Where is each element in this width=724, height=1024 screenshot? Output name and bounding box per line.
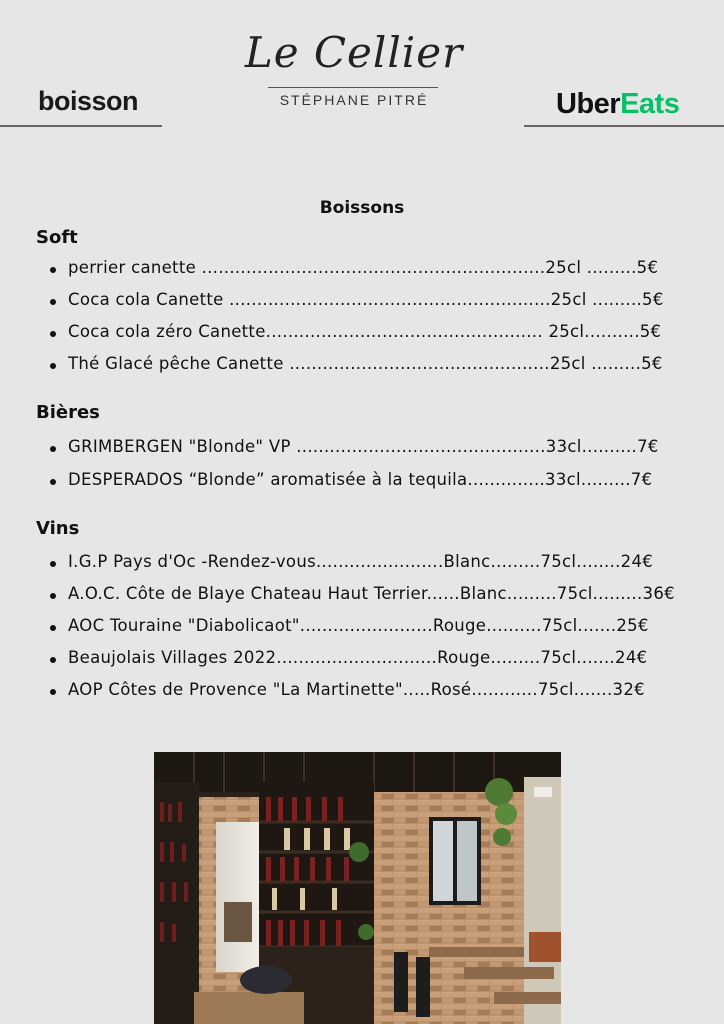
- menu-item-text: Beaujolais Villages 2022.............................Rouge.........75cl.......24€: [68, 648, 648, 667]
- menu-item-text: perrier canette ..............................................................25cl .........5€: [68, 258, 659, 277]
- menu-item-text: AOC Touraine "Diabolicaot"........................Rouge..........75cl.......25€: [68, 616, 649, 635]
- menu-item: [50, 290, 680, 314]
- menu-item: [50, 437, 680, 461]
- bullet-icon: [50, 689, 56, 695]
- bullet-icon: [50, 625, 56, 631]
- boisson-brand-logo: boisson: [38, 86, 139, 116]
- bullet-icon: [50, 593, 56, 599]
- logo-subtitle: STÉPHANE PITRÉ: [279, 92, 429, 108]
- menu-item: [50, 470, 680, 494]
- bullet-icon: [50, 561, 56, 567]
- menu-item: [50, 584, 680, 608]
- logo-divider: [268, 87, 438, 88]
- section-title-bieres: Bières: [36, 402, 100, 423]
- bullet-icon: [50, 363, 56, 369]
- menu-title: Boissons: [319, 198, 405, 218]
- uber-eats-logo: [556, 88, 679, 121]
- bullet-icon: [50, 331, 56, 337]
- menu-item-text: GRIMBERGEN "Blonde" VP .............................................33cl..........7€: [68, 437, 659, 456]
- menu-item-text: A.O.C. Côte de Blaye Chateau Haut Terrier......Blanc.........75cl.........36€: [68, 584, 675, 603]
- header-rule-right: [524, 125, 724, 127]
- header-rule-left: [0, 125, 162, 127]
- menu-item-text: DESPERADOS “Blonde” aromatisée à la tequila..............33cl.........7€: [68, 470, 653, 489]
- logo-script: Le Cellier: [244, 28, 464, 77]
- menu-item: [50, 616, 680, 640]
- menu-item-text: I.G.P Pays d'Oc -Rendez-vous.......................Blanc.........75cl........24€: [68, 552, 654, 571]
- menu-item-text: AOP Côtes de Provence "La Martinette".....Rosé............75cl.......32€: [68, 680, 645, 699]
- menu-item: [50, 552, 680, 576]
- menu-item: [50, 680, 680, 704]
- menu-item-text: Coca cola zéro Canette.................................................. 25cl..........5€: [68, 322, 662, 341]
- bullet-icon: [50, 267, 56, 273]
- section-title-soft: Soft: [36, 227, 78, 248]
- section-title-vins: Vins: [36, 518, 80, 539]
- menu-item: [50, 258, 680, 282]
- menu-item-text: Coca cola Canette ..........................................................25cl .........5€: [68, 290, 664, 309]
- menu-item: [50, 354, 680, 378]
- bullet-icon: [50, 657, 56, 663]
- restaurant-photo: [154, 752, 561, 1024]
- uber-eats-logo-part2: Eats: [620, 88, 680, 120]
- bullet-icon: [50, 446, 56, 452]
- bullet-icon: [50, 479, 56, 485]
- uber-eats-logo-part1: Uber: [556, 88, 621, 120]
- menu-item: [50, 648, 680, 672]
- menu-item-text: Thé Glacé pêche Canette ...............................................25cl .........5€: [68, 354, 663, 373]
- menu-item: [50, 322, 680, 346]
- bullet-icon: [50, 299, 56, 305]
